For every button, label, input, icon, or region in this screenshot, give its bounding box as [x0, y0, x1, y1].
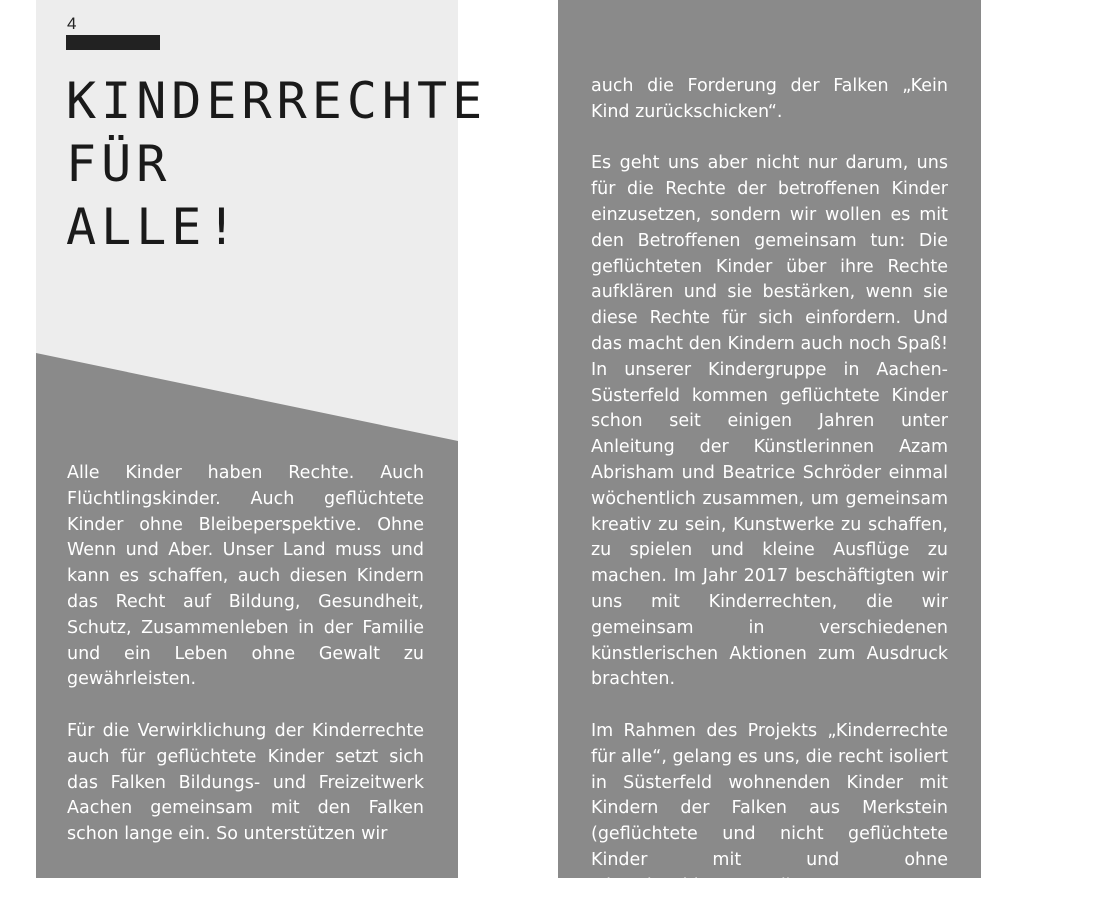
- left-body-text: [67, 461, 424, 848]
- paragraph: Es geht uns aber nicht nur darum, uns für die Rechte der betroffenen Kinder einzusetzen, sondern wir wollen es mit den Betroffenen gemeinsam tun: Die geflüchteten Kinder über ihre Rechte aufklären und sie bestärken, wenn sie diese Rechte für sich einfordern. Und das macht den Kindern auch noch Spaß! In unserer Kindergruppe in Aachen-Süsterfeld kommen geflüchtete Kinder schon seit einigen Jahren unter Anleitung der Künstlerinnen Azam Abrisham und Beatrice Schröder einmal wöchentlich zusammen, um gemeinsam kreativ zu sein, Kunstwerke zu schaffen, zu spielen und kleine Ausflüge zu machen. Im Jahr 2017 beschäftigten wir uns mit Kinderrechten, die wir gemeinsam in verschiedenen künstlerischen Aktionen zum Ausdruck brachten.: [591, 153, 948, 690]
- title-line-2: FÜR: [66, 135, 172, 193]
- paragraph: Für die Verwirklichung der Kinderrechte auch für geflüchtete Kinder setzt sich das Falken Bildungs- und Freizeitwerk Aachen gemeinsam mit den Falken schon lange ein. So unterstützen wir: [67, 720, 424, 845]
- title-line-1: KINDERRECHTE: [66, 72, 488, 130]
- page-number-bar: [66, 35, 160, 50]
- paragraph: Alle Kinder haben Rechte. Auch Flüchtlingskinder. Auch geflüchtete Kinder ohne Bleibeperspektive. Ohne Wenn und Aber. Unser Land muss und kann es schaffen, auch diesen Kindern das Recht auf Bildung, Gesundheit, Schutz, Zusammenleben in der Familie und ein Leben ohne Gewalt zu gewährleisten.: [67, 463, 424, 690]
- right-body-text: [591, 74, 948, 900]
- paragraph: Im Rahmen des Projekts „Kinderrechte für alle“, gelang es uns, die recht isoliert in Süsterfeld wohnenden Kinder mit Kindern der Falken aus Merkstein (geflüchtete und nicht geflüchtete Kinder mit und ohne Migrationshintergrund): [591, 720, 948, 896]
- paragraph: auch die Forderung der Falken „Kein Kind zurückschicken“.: [591, 76, 948, 122]
- left-page: [36, 0, 488, 878]
- title-line-3: ALLE!: [66, 198, 242, 256]
- page-title: [66, 70, 487, 259]
- page-number: 4: [67, 14, 77, 33]
- right-page: [558, 0, 981, 896]
